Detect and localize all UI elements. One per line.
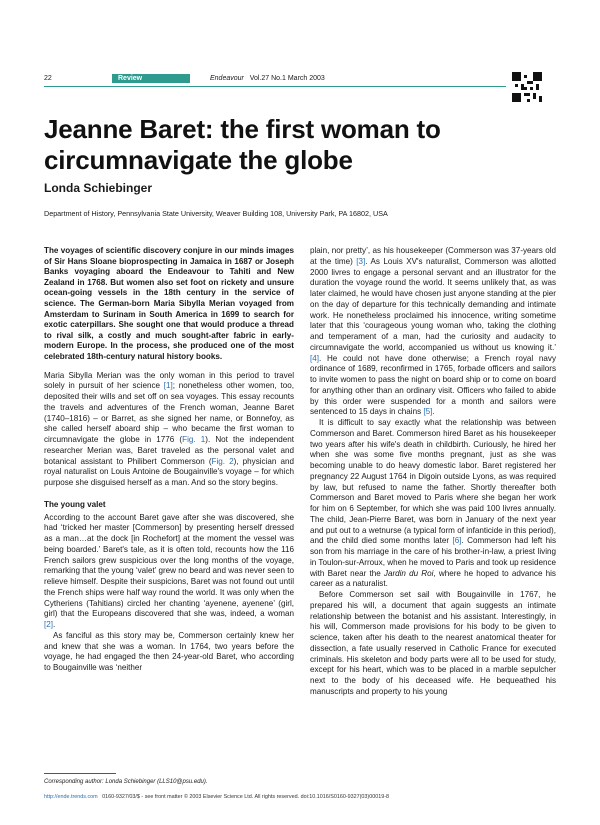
corresponding-author-note: Corresponding author: Londa Schiebinger (LLS10@psu.edu). [44, 779, 208, 785]
valet-paragraph: According to the account Baret gave after she was discovered, she had ‘tricked her master [Commerson] by presenting herself dressed as a man…at the dock [in Rochefort] at the moment the vessel was being boarded.’ Baret's tale, as it is often told, recounts how the 116 French sailors grew suspicious over the long months of the voyage, remarking that the young ‘valet’ grew no beard and was never seen to relieve himself. Despite their suspicions, Baret was not found out until the French ships were half way round the world. It was only when the Cytheriens (Tahitians) circled her chanting ‘ayenene, ayenene’ (girl, girl) that the Europeans discovered that she was, indeed, a woman [2]. [44, 512, 294, 630]
journal-url[interactable]: http://ende.trends.com [44, 794, 98, 800]
section-label: Review [112, 74, 190, 83]
page-number: 22 [44, 75, 52, 82]
copyright-line: 0160-9327/03/$ - see front matter © 2003 Elsevier Science Ltd. All rights reserved. doi:10.1016/S0160-9327(03)00019-8 [102, 794, 389, 800]
journal-name: Endeavour [210, 75, 244, 82]
figure-link[interactable]: Fig. 1 [182, 435, 206, 445]
article-title: Jeanne Baret: the first woman to circumnavigate the globe [44, 114, 441, 175]
reference-link[interactable]: [2] [44, 620, 53, 630]
housekeeper-paragraph: plain, nor pretty’, as his housekeeper (Commerson was 37-years old at the time) [3]. As Louis XV's naturalist, Commerson was allotted 2000 livres to engage a personal servant and an illustrator for the duration the voyage round the world. It seems unlikely that, as was later claimed, he would have chosen just anyone standing at the pier on the day of departure for this technically demanding and intimate work. He nonetheless proclaimed his innocence, writing sometime later that this ‘courageous young woman who, taking the clothing and temperament of a man, had the curiosity and audacity to circumnavigate the world, accompanied us without us knowing it.’ [4]. He could not have done otherwise; a French royal navy ordinance of 1689, reconfirmed in 1765, forbade officers and sailors to invite women to pass the night on board ship or to come on board for anything other than an ordinary visit. Officers who failed to abide by this order were suspended for a month and sailors were sentenced to 15 days in chains [5]. [310, 246, 556, 417]
jardin-du-roi: Jardin du Roi [383, 568, 434, 578]
reference-link[interactable]: [4] [310, 353, 319, 363]
relationship-paragraph: It is difficult to say exactly what the relationship was between Commerson and Baret. Commerson hired Baret as his housekeeper two years after his wife's death in childbirth. Curiously, he hired her when she was some five months pregnant, just as she was becoming unable to do heavy domestic labor. Baret registered her pregnancy 22 August 1764 in Digoin outside Lyons, as was required by law, but refused to name the father. Shortly thereafter both Commerson and Baret moved to Paris where she began her work for him on 6 September, for which she was paid 100 livres annually. The child, Jean-Pierre Baret, was born in January of the next year and put out to a wetnurse (a typical form of infanticide in this period), and the child died some months later [6]. Commerson had left his son from his marriage in the care of his brother-in-law, a priest living in Toulon-sur-Arroux, when he moved to Paris and took up residence with Baret near the Jardin du Roi, where he hoped to advance his career as a naturalist. [310, 418, 556, 589]
will-paragraph: Before Commerson set sail with Bougainville in 1767, he prepared his will, a document that again suggests an intimate relationship between the botanist and his assistant. Interestingly, in his will, Commerson made provisions for his body to be given to science, taken after his death to the nearest anatomical theater for dissection, a fate usually reserved in Catholic France for executed criminals. His skeleton and body parts were all to be used for study, except for his heart, which was to be placed in a marble sepulcher next to the body of his deceased wife. He bequeathed his manuscripts and property to his young [310, 590, 556, 696]
journal-issue: Vol.27 No.1 March 2003 [249, 75, 325, 82]
left-column [44, 246, 294, 674]
footnote-rule [44, 773, 116, 774]
page-footer [44, 794, 389, 800]
reference-link[interactable]: [6] [452, 536, 462, 546]
header-rule [44, 86, 506, 87]
reference-link[interactable]: [3] [356, 256, 366, 266]
fanciful-paragraph: As fanciful as this story may be, Commerson certainly knew her and knew that she was a woman. In 1764, two years before the voyage, he had engaged the then 24-year-old Baret, who according to Bougainville was ‘neither [44, 630, 294, 673]
reference-link[interactable]: [5] [423, 407, 433, 417]
qr-code-icon [512, 72, 542, 102]
section-heading: The young valet [44, 499, 106, 509]
figure-link[interactable]: Fig. 2 [211, 456, 234, 466]
author-affiliation: Department of History, Pennsylvania State University, Weaver Building 108, University Park, PA 16802, USA [44, 209, 388, 218]
journal-citation [210, 75, 325, 82]
intro-paragraph: Maria Sibylla Merian was the only woman in this period to travel solely in pursuit of her science [1]; nonetheless other women, too, deposited their wills and set off on sea voyages. This essay recounts the travels and adventures of the French woman, Jeanne Baret (1740–1816) – or Barret, as she signed her name, or Bonnefoy, as she called herself aboard ship – who became the first woman to circumnavigate the globe in 1776 (Fig. 1). Not the independent researcher Merian was, Baret traveled as the personal valet and botanical assistant to Philibert Commerson (Fig. 2), physician and royal naturalist on Louis Antoine de Bougainville's voyage – for which purpose she disguised herself as a man. And so the story begins. [44, 370, 295, 488]
right-column [310, 246, 556, 698]
abstract: The voyages of scientific discovery conjure in our minds images of Sir Hans Sloane bioprospecting in Jamaica in 1687 or Joseph Banks voyaging aboard the Endeavour to Tahiti and New Zealand in 1768. But women also set foot on rickety and unsure ocean-going vessels in the 18th century in the service of science. The German-born Maria Sibylla Merian voyaged from Amsterdam to Surinam in South America in 1699 to search for exotic caterpillars. She sought one that would produce a thread to rival silk, a costly and much sought-after fabric in early-modern Europe. In the process, she produced one of the most celebrated 18th-century natural history books. [44, 246, 294, 361]
reference-link[interactable]: [1] [163, 381, 173, 391]
article-author: Londa Schiebinger [44, 181, 153, 195]
